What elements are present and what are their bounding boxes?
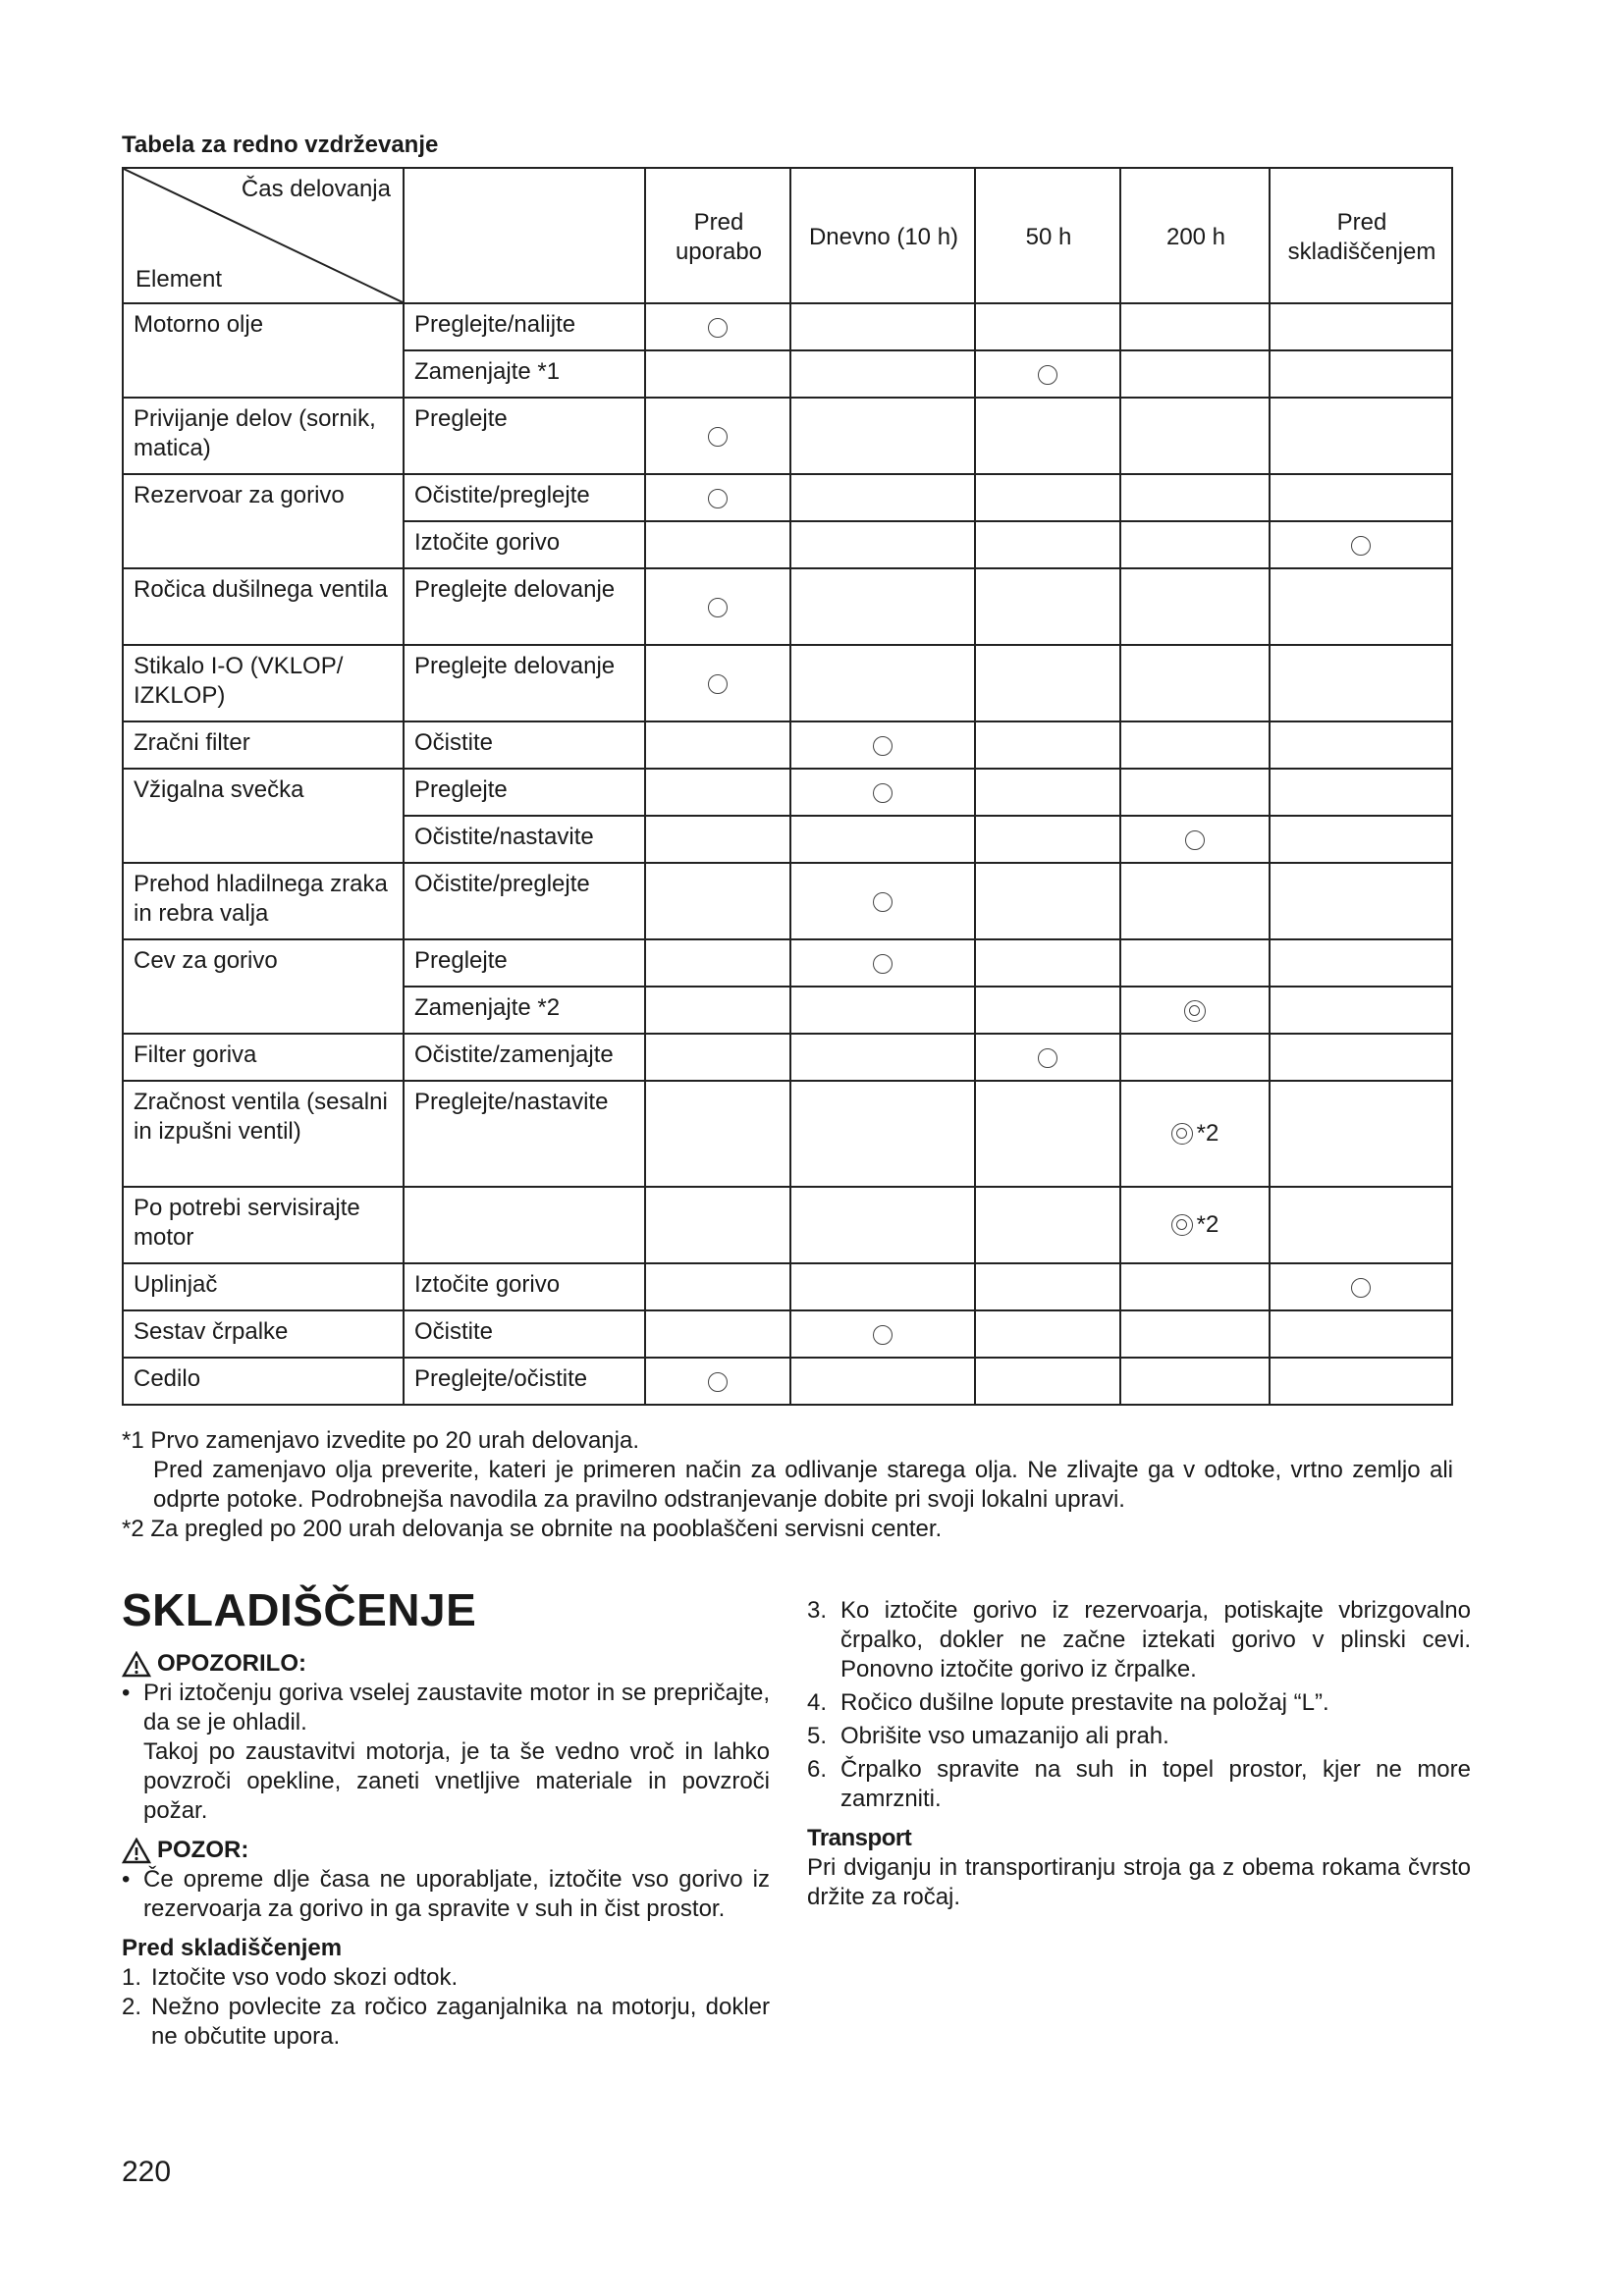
interval-cell [790,1358,975,1405]
page-number: 220 [122,2156,172,2188]
table-row [123,939,1452,987]
table-row [123,303,1452,350]
header-50h: 50 h [975,168,1120,303]
interval-cell [1120,816,1270,863]
interval-cell [975,474,1120,521]
interval-cell [975,398,1120,474]
interval-cell [790,816,975,863]
table-title: Tabela za redno vzdrževanje [122,132,439,158]
table-row [123,1081,1452,1187]
element-cell: Rezervoar za gorivo [123,474,404,568]
step-text: Ročico dušilne lopute prestavite na položaj “L”. [840,1689,1329,1716]
step-text: Iztočite vso vodo skozi odtok. [151,1964,459,1991]
interval-cell [1270,1310,1452,1358]
action-cell: Iztočite gorivo [404,521,645,568]
step-number: 2. [122,1994,142,2020]
interval-cell [1120,1034,1270,1081]
action-cell: Očistite/preglejte [404,863,645,939]
element-cell: Motorno olje [123,303,404,398]
interval-cell [1120,1310,1270,1358]
action-cell: Zamenjajte *2 [404,987,645,1034]
interval-cell [1270,645,1452,721]
action-cell: Zamenjajte *1 [404,350,645,398]
interval-cell [645,721,790,769]
interval-cell [1270,721,1452,769]
interval-cell [975,1034,1120,1081]
note-1: *1 Prvo zamenjavo izvedite po 20 urah delovanja. [122,1427,639,1454]
header-200h: 200 h [1120,168,1270,303]
warning-text: Pri iztočenju goriva vselej zaustavite motor in se prepričajte, da se je ohladil. [143,1680,770,1735]
interval-cell [975,568,1120,645]
interval-cell [645,521,790,568]
step-text: Črpalko spravite na suh in topel prostor, kjer ne more zamrzniti. [840,1756,1471,1812]
interval-cell [790,1310,975,1358]
interval-cell [645,474,790,521]
step-number: 4. [807,1689,828,1716]
interval-cell [645,1187,790,1263]
interval-cell [790,1034,975,1081]
element-cell: Zračni filter [123,721,404,769]
caution-text: Če opreme dlje časa ne uporabljate, iztočite vso gorivo iz rezervoarja za gorivo in ga spravite v suh in čist prostor. [143,1866,770,1922]
table-row [123,1263,1452,1310]
step-item [807,1688,1471,1718]
interval-cell [1270,987,1452,1034]
interval-cell [645,1263,790,1310]
interval-cell [645,1034,790,1081]
interval-cell [1120,769,1270,816]
interval-cell [790,1081,975,1187]
double-circle-mark-icon [1184,1000,1206,1022]
interval-cell [1270,398,1452,474]
circle-mark-icon [873,1325,893,1345]
table-row [123,1034,1452,1081]
header-before-storage: Pred skladiščenjem [1270,168,1452,303]
interval-cell [1120,1081,1270,1187]
table-row [123,1310,1452,1358]
circle-mark-icon [873,892,893,912]
action-cell: Očistite/zamenjajte [404,1034,645,1081]
interval-cell [1120,474,1270,521]
circle-mark-icon [708,674,728,694]
circle-mark-icon [1351,1278,1371,1298]
interval-cell [975,863,1120,939]
interval-cell [1270,1187,1452,1263]
interval-cell [975,721,1120,769]
interval-cell [790,521,975,568]
interval-cell [1270,350,1452,398]
interval-cell [1120,939,1270,987]
action-cell: Očistite [404,721,645,769]
interval-cell [1270,769,1452,816]
step-number: 6. [807,1756,828,1783]
interval-cell [1120,1187,1270,1263]
circle-mark-icon [708,598,728,617]
transport-heading: Transport [807,1825,912,1851]
interval-cell [1270,863,1452,939]
table-row [123,474,1452,521]
step-item [807,1722,1471,1751]
action-cell: Očistite/preglejte [404,474,645,521]
interval-cell [1270,1081,1452,1187]
interval-cell [975,521,1120,568]
interval-cell [975,303,1120,350]
storage-right-column [807,1596,1471,1912]
interval-cell [645,769,790,816]
action-cell: Preglejte delovanje [404,568,645,645]
circle-mark-icon [873,736,893,756]
action-cell: Preglejte [404,939,645,987]
interval-cell [1120,987,1270,1034]
element-cell: Ročica dušilnega ventila [123,568,404,645]
interval-cell [975,1263,1120,1310]
step-item [122,1993,770,2052]
interval-cell [645,1081,790,1187]
caution-label: POZOR: [157,1837,249,1863]
element-cell: Sestav črpalke [123,1310,404,1358]
step-text: Nežno povlecite za ročico zaganjalnika na motorju, dokler ne občutite upora. [151,1994,770,2050]
storage-title: SKLADIŠČENJE [122,1584,477,1635]
interval-cell [1120,303,1270,350]
interval-cell [975,350,1120,398]
step-number: 5. [807,1723,828,1749]
interval-cell [1120,568,1270,645]
table-row [123,398,1452,474]
interval-cell [1270,521,1452,568]
interval-cell [790,1187,975,1263]
table-row [123,721,1452,769]
interval-cell [975,1310,1120,1358]
action-cell: Preglejte/nalijte [404,303,645,350]
header-diagonal-cell [123,168,404,303]
circle-mark-icon [708,427,728,447]
interval-cell [790,939,975,987]
interval-cell [1270,1263,1452,1310]
interval-cell [975,987,1120,1034]
action-cell: Preglejte delovanje [404,645,645,721]
header-element-label: Element [135,266,223,293]
table-row [123,769,1452,816]
warning-bullet: • Pri iztočenju goriva vselej zaustavite motor in se prepričajte, da se je ohladil. [122,1680,770,1735]
interval-cell [645,398,790,474]
interval-cell [790,568,975,645]
interval-cell [1120,1358,1270,1405]
circle-mark-icon [1038,1048,1057,1068]
interval-cell [790,474,975,521]
step-text: Ko iztočite gorivo iz rezervoarja, potiskajte vbrizgovalno črpalko, dokler ne začne iztekati gorivo v plinski cevi. Ponovno iztočite gorivo iz črpalke. [840,1597,1471,1682]
interval-cell [645,303,790,350]
circle-mark-icon [873,954,893,974]
warning-subtext: Takoj po zaustavitvi motorja, je ta še vedno vroč in lahko povzroči opekline, zaneti vnetljive materiale in povzroči požar. [143,1738,770,1824]
steps-right-list [807,1596,1471,1814]
interval-cell [790,398,975,474]
header-before-use: Pred uporabo [645,168,790,303]
interval-cell [1120,1263,1270,1310]
step-number: 3. [807,1597,828,1624]
step-text: Obrišite vso umazanijo ali prah. [840,1723,1169,1749]
element-cell: Cev za gorivo [123,939,404,1034]
table-notes [122,1426,1453,1544]
interval-cell [1120,863,1270,939]
interval-cell [1120,350,1270,398]
interval-cell [1270,474,1452,521]
interval-cell [1120,721,1270,769]
warning-heading [122,1649,770,1679]
table-row [123,568,1452,645]
header-time-label: Čas delovanja [241,176,391,202]
note-1-detail: Pred zamenjavo olja preverite, kateri je primeren način za odlivanje starega olja. Ne zlivajte ga v odtoke, vrtno zemljo ali odprte potoke. Podrobnejša navodila za pravilno odstranjevanje dobite pri svoji lokalni upravi. [153,1457,1453,1513]
interval-cell [645,863,790,939]
interval-cell [645,1310,790,1358]
interval-cell [645,1358,790,1405]
step-item [807,1755,1471,1814]
interval-cell [1270,303,1452,350]
caution-bullet: • Če opreme dlje časa ne uporabljate, iztočite vso gorivo iz rezervoarja za gorivo in ga spravite v suh in čist prostor. [122,1866,770,1922]
double-circle-mark-icon [1171,1214,1193,1236]
interval-cell [645,568,790,645]
interval-cell [790,350,975,398]
warning-triangle-icon [122,1651,151,1678]
interval-cell [975,939,1120,987]
before-storage-heading: Pred skladiščenjem [122,1935,343,1961]
circle-mark-icon [1038,365,1057,385]
action-cell: Očistite/nastavite [404,816,645,863]
interval-cell [1120,645,1270,721]
circle-mark-icon [708,489,728,508]
element-cell: Privijanje delov (sornik, matica) [123,398,404,474]
interval-cell [645,645,790,721]
circle-mark-icon [708,1372,728,1392]
double-circle-mark-icon [1171,1123,1193,1145]
note-2: *2 Za pregled po 200 urah delovanja se obrnite na pooblaščeni servisni center. [122,1516,943,1542]
interval-cell [645,816,790,863]
element-cell: Cedilo [123,1358,404,1405]
circle-mark-icon [708,318,728,338]
interval-cell [975,1081,1120,1187]
interval-cell [790,645,975,721]
transport-text: Pri dviganju in transportiranju stroja ga z obema rokama čvrsto držite za ročaj. [807,1854,1471,1910]
element-cell: Filter goriva [123,1034,404,1081]
action-cell: Preglejte [404,769,645,816]
table-row [123,1358,1452,1405]
action-cell: Preglejte [404,398,645,474]
header-action-cell [404,168,645,303]
circle-mark-icon [873,783,893,803]
action-cell: Iztočite gorivo [404,1263,645,1310]
element-cell: Prehod hladilnega zraka in rebra valja [123,863,404,939]
mark-footnote: *2 [1196,1211,1219,1239]
action-cell: Očistite [404,1310,645,1358]
interval-cell [975,645,1120,721]
interval-cell [975,769,1120,816]
interval-cell [1270,939,1452,987]
steps-left-list [122,1963,770,2052]
element-cell: Stikalo I-O (VKLOP/ IZKLOP) [123,645,404,721]
interval-cell [1120,398,1270,474]
interval-cell [975,1187,1120,1263]
interval-cell [790,769,975,816]
interval-cell [645,350,790,398]
circle-mark-icon [1185,830,1205,850]
interval-cell [1270,816,1452,863]
table-row [123,645,1452,721]
warning-label: OPOZORILO: [157,1650,306,1677]
element-cell: Po potrebi servisirajte motor [123,1187,404,1263]
interval-cell [1270,1358,1452,1405]
header-daily: Dnevno (10 h) [790,168,975,303]
interval-cell [790,303,975,350]
interval-cell [1270,1034,1452,1081]
interval-cell [645,939,790,987]
table-row [123,863,1452,939]
interval-cell [975,816,1120,863]
step-item [807,1596,1471,1684]
caution-triangle-icon [122,1838,151,1864]
step-item [122,1963,770,1993]
interval-cell [1270,568,1452,645]
action-cell [404,1187,645,1263]
caution-heading [122,1836,770,1865]
interval-cell [790,721,975,769]
element-cell: Uplinjač [123,1263,404,1310]
step-number: 1. [122,1964,142,1991]
interval-cell [975,1358,1120,1405]
table-header-row [123,168,1452,303]
circle-mark-icon [1351,536,1371,556]
element-cell: Zračnost ventila (sesalni in izpušni ventil) [123,1081,404,1187]
interval-cell [790,987,975,1034]
table-row [123,1187,1452,1263]
interval-cell [1120,521,1270,568]
interval-cell [645,987,790,1034]
maintenance-table [122,167,1453,1406]
mark-footnote: *2 [1196,1120,1219,1148]
storage-left-column [122,1582,770,2052]
interval-cell [790,863,975,939]
action-cell: Preglejte/nastavite [404,1081,645,1187]
element-cell: Vžigalna svečka [123,769,404,863]
interval-cell [790,1263,975,1310]
action-cell: Preglejte/očistite [404,1358,645,1405]
